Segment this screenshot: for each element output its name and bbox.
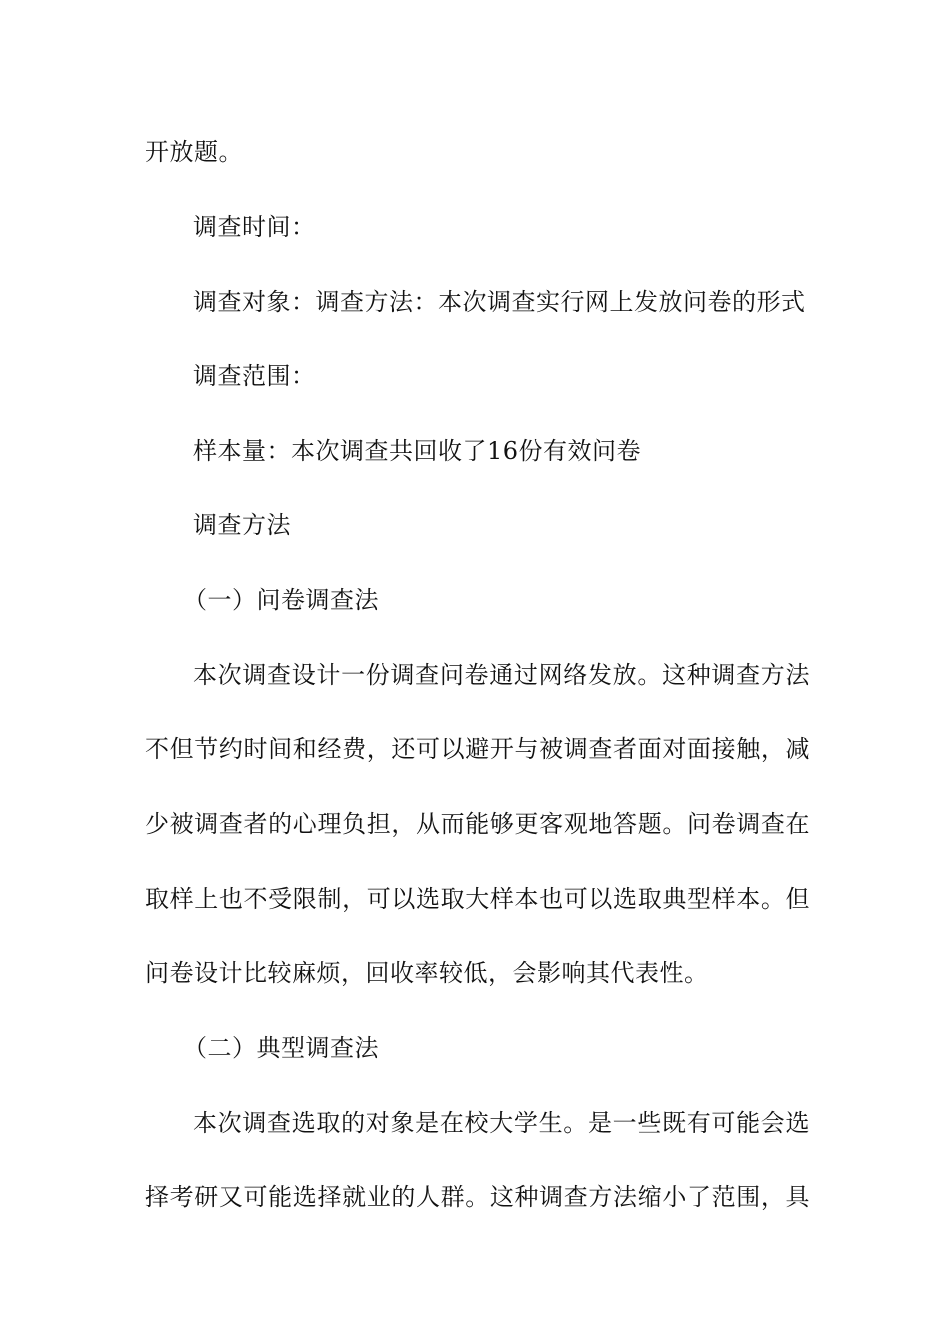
survey-object-method-line: 调查对象：调查方法：本次调查实行网上发放问卷的形式 <box>193 288 806 316</box>
paragraph-line: 取样上也不受限制，可以选取大样本也可以选取典型样本。但 <box>145 885 810 913</box>
subheading-questionnaire-method: （一）问卷调查法 <box>183 586 379 614</box>
paragraph-line: 问卷设计比较麻烦，回收率较低，会影响其代表性。 <box>145 959 709 987</box>
paragraph-line: 少被调查者的心理负担，从而能够更客观地答题。问卷调查在 <box>145 810 810 838</box>
text-line-open-question: 开放题。 <box>145 138 243 166</box>
paragraph-line: 本次调查选取的对象是在校大学生。是一些既有可能会选 <box>193 1109 810 1137</box>
paragraph-line: 不但节约时间和经费，还可以避开与被调查者面对面接触，减 <box>145 735 810 763</box>
survey-methods-heading: 调查方法 <box>193 511 291 539</box>
survey-time-label: 调查时间： <box>193 213 316 241</box>
paragraph-line: 择考研又可能选择就业的人群。这种调查方法缩小了范围，具 <box>145 1183 810 1211</box>
paragraph-line: 本次调查设计一份调查问卷通过网络发放。这种调查方法 <box>193 661 810 689</box>
sample-size-line: 样本量：本次调查共回收了16份有效问卷 <box>193 437 642 465</box>
subheading-typical-survey-method: （二）典型调查法 <box>183 1034 379 1062</box>
survey-scope-label: 调查范围： <box>193 362 316 390</box>
